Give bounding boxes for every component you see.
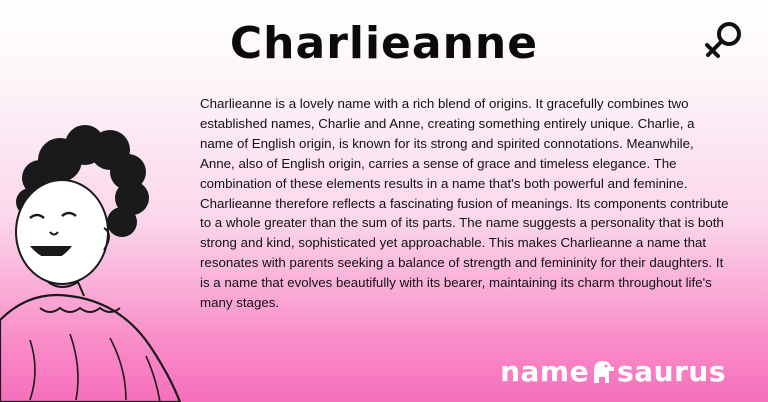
dinosaur-icon: [590, 357, 616, 385]
brand-name-part: name: [500, 354, 590, 388]
page-title: Charlieanne: [229, 18, 539, 69]
female-symbol-icon: [702, 18, 746, 62]
name-description: Charlieanne is a lovely name with a rich blend of origins. It gracefully combines two established names, Charlie and Anne, creating something entirely unique. Charlie, a name of English origin, is known for its strong and spirited connotations. Meanwhile, Anne, also of English origin, carries a sense of grace and timeless elegance. The combination of these elements results in a name that's both powerful and feminine. Charlieanne therefore reflects a fascinating fusion of meanings. Its components contribute to a whole greater than the sum of its parts. The name suggests a personality that is both strong and kind, sophisticated yet approachable. This makes Charlieanne a name that resonates with parents seeking a balance of strength and femininity for their daughters. It is a name that evolves beautifully with its bearer, maintaining its charm throughout life's many stages.: [200, 96, 729, 311]
brand-saurus-part: saurus: [617, 354, 726, 388]
namesaurus-logo[interactable]: [500, 354, 726, 388]
baby-illustration: [0, 120, 190, 402]
